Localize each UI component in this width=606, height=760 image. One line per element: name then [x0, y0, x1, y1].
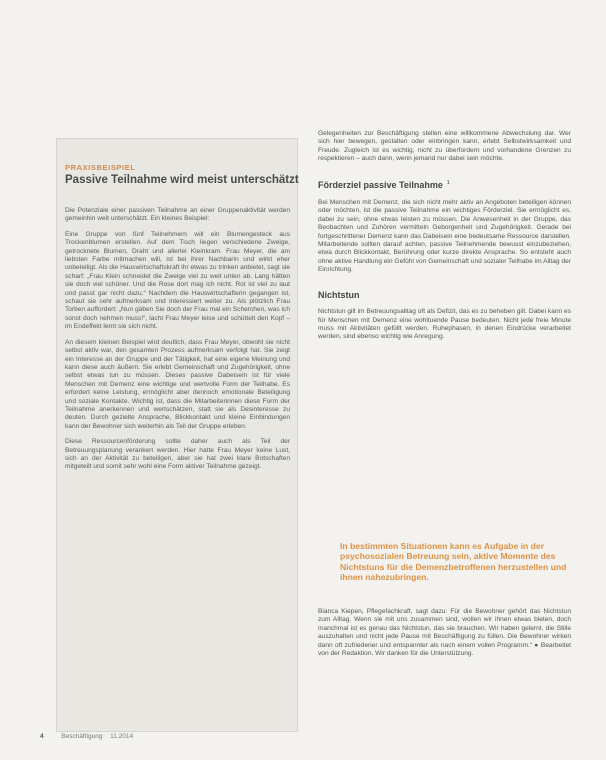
- intro-paragraph: Gelegenheiten zur Beschäftigung stellen eine willkommene Abwechslung dar. Wer sich hier bewegen, gestalten oder einbringen kann, erlebt Selbstwirksamkeit und Freude. Zugleich ist es wichtig, nicht zu überfordern und vorhandene Grenzen zu respektieren – auch dann, wenn jemand nur dabei sein möchte.: [318, 130, 571, 163]
- box-label: PRAXISBEISPIEL: [65, 163, 136, 172]
- box-title: Passive Teilnahme wird meist unterschätzt: [65, 174, 299, 186]
- box-paragraph: Diese Ressourcenförderung sollte daher auch als Teil der Betreuungsplanung verankert werden. Hier hatte Frau Meyer keine Lust, sich an der Aktivität zu beteiligen, aber sie hat zwei klare Botschaften mitgeteilt und somit sehr wohl eine Form aktiver Teilnahme gezeigt.: [65, 438, 290, 471]
- section-heading-nichtstun: Nichtstun: [318, 289, 360, 300]
- page-number: 4: [40, 733, 44, 740]
- box-paragraph: An diesem kleinen Beispiel wird deutlich, dass Frau Meyer, obwohl sie nicht selbst aktiv war, den gesamten Prozess aufmerksam verfolgt hat. Sie zeigt ein Interesse an der Gruppe und der Tätigkeit, hat eine eigene Meinung und kann diese auch äußern. Sie erlebt Gemeinschaft und Zugehörigkeit, ohne selbst etwas tun zu müssen. Dieses passive Dabeisein ist für viele Menschen mit Demenz eine wichtige und wertvolle Form der Teilhabe. Es erfordert keine Leistung, ermöglicht aber dennoch emotionale Beteiligung und soziale Kontakte. Wichtig ist, dass die Mitarbeiterinnen diese Form der Teilnahme anerkennen und wertschätzen, statt sie als Desinteresse zu deuten. Durch gezielte Ansprache, Blickkontakt und kleine Einbindungen kann der Bewohner sich weiterhin als Teil der Gruppe erleben.: [65, 338, 290, 430]
- page-footer: [40, 733, 340, 745]
- footnote-marker: 1: [446, 179, 450, 186]
- pull-quote-text: In bestimmten Situationen kann es Aufgabe in der psychosozialen Betreuung sein, aktive Momente des Nichtstuns für die Demenzbetroffenen herzustellen und ihnen nahezubringen.: [340, 541, 567, 583]
- box-body: [65, 207, 290, 472]
- section-paragraph-foerderziel: Bei Menschen mit Demenz, die sich nicht mehr aktiv an Angeboten beteiligen können oder möchten, ist die passive Teilnahme ein wichtiges Förderziel. Sie ermöglicht es, dabei zu sein, ohne etwas leisten zu müssen. Die Anwesenheit in der Gruppe, das Beobachten und Zuhören vermitteln Geborgenheit und Zugehörigkeit. Gerade bei fortgeschrittener Demenz kann das Dabeisein eine bedeutsame Ressource darstellen. Mitarbeitende sollten darauf achten, passive Teilnehmende bewusst einzubeziehen, etwa durch Blickkontakt, Berührung oder kurze direkte Ansprache. So entsteht auch ohne aktive Handlung ein Gefühl von Gemeinschaft und sozialer Teilhabe im Alltag der Einrichtung.: [318, 199, 571, 274]
- pull-quote: [340, 541, 570, 583]
- journal-name: Beschäftigung: [61, 733, 103, 740]
- main-column: [318, 130, 571, 342]
- section-paragraph-nichtstun: Nichtstun gilt im Betreuungsalltag oft als Defizit, das es zu beheben gilt. Dabei kann es für Menschen mit Demenz eine wohltuende Pause bedeuten. Nicht jede freie Minute muss mit Aktivitäten gefüllt werden. Ruhephasen, in denen Eindrücke verarbeitet werden, sind ebenso wichtig wie Anregung.: [318, 308, 571, 341]
- closing-paragraph: [318, 608, 571, 658]
- box-paragraph: Eine Gruppe von fünf Teilnehmern will ein Blumengesteck aus Trockenblumen erstellen. Auf dem Tisch liegen verschiedene Zweige, getrocknete Blumen, Draht und allerlei Kleinkram. Frau Meyer, die am liebsten Farbe mitmachen will, ist bei ihrer Nachbarin und wirkt eher unbeteiligt. Als die Hauswirtschaftskraft ihr etwas zu trinken anbietet, sagt sie scharf: „Frau Klein schneidet die Zweige viel zu weit unten ab. Lang hätten sie doch viel schöner. Und die Rose dort mag ich nicht. Rot ist viel zu laut und passt gar nicht dazu.“ Nachdem die Hauswirtschafterin gegangen ist, schaut sie sehr aufmerksam und interessiert weiter zu. Als plötzlich Frau Torben auffordert: „Nun gäben Sie doch der Frau mal ein Scherchen, was ich sonst doch nehmen muss!“, lacht Frau Meyer leise und schüttelt den Kopf – im Endeffekt lernt sie sich nicht.: [65, 230, 290, 331]
- issue-number: 11.2014: [110, 733, 134, 740]
- closing-text: Bianca Kiepen, Pflegefachkraft, sagt dazu: Für die Bewohner gehört das Nichtstun zum Alltag. Wenn sie mit uns zusammen sind, wollen wir ihnen etwas bieten, doch manchmal ist es genau das Nichtstun, das sie brauchen. Wir haben gelernt, die Stille auszuhalten und nicht jede Pause mit Beschäftigung zu füllen. Die Bewohner wirken dann oft zufriedener und entspannter als nach einem vollen Programm.“ ● Bearbeitet von der Redaktion. Wir danken für die Unterstützung.: [318, 608, 571, 658]
- box-paragraph: Die Potenziale einer passiven Teilnahme an einer Gruppenaktivität werden gemeinhin weit unterschätzt. Ein kleines Beispiel:: [65, 207, 290, 223]
- section-heading-foerderziel: Förderziel passive Teilnahme $^1$: [318, 179, 450, 190]
- practice-example-box: [56, 138, 298, 732]
